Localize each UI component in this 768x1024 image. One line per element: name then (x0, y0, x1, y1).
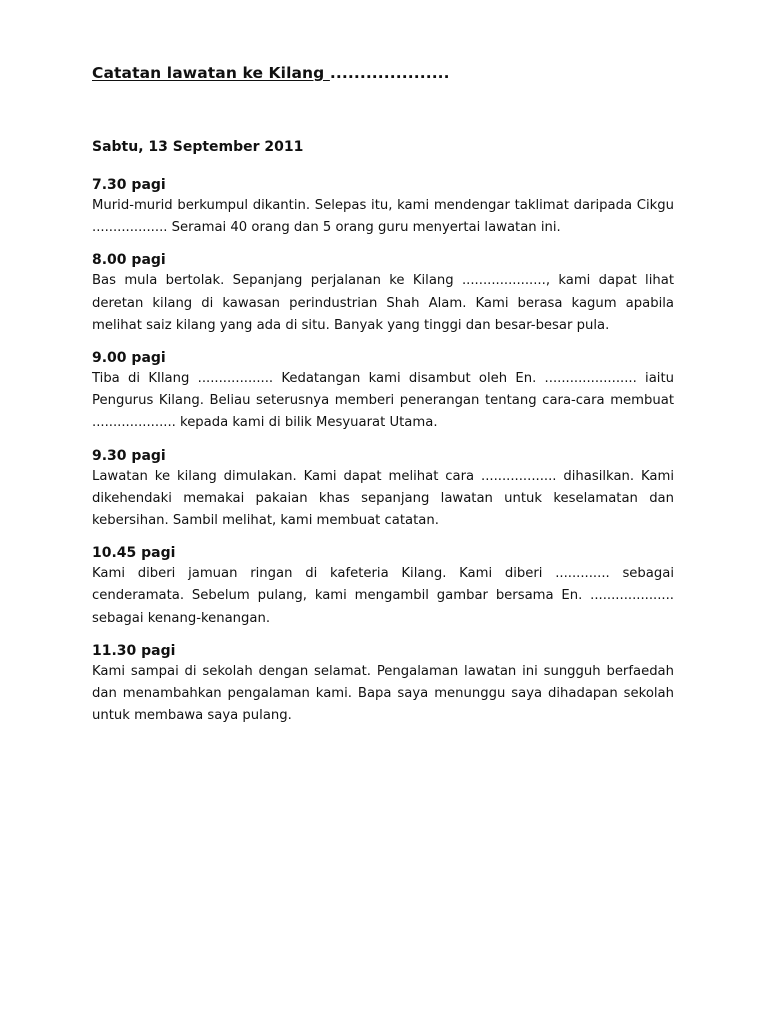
entry-text: Lawatan ke kilang dimulakan. Kami dapat melihat cara .................. dihasilkan. Kami dikehendaki memakai pakaian khas sepanjang lawatan untuk keselamatan dan kebersihan. Sambil melihat, kami membuat catatan. (92, 468, 674, 529)
entry-text: Kami diberi jamuan ringan di kafeteria Kilang. Kami diberi ............. sebagai cenderamata. Sebelum pulang, kami mengambil gambar bersama En. .................... sebagai kenang-kenangan. (92, 566, 674, 626)
entry-text: Kami sampai di sekolah dengan selamat. Pengalaman lawatan ini sungguh berfaedah dan menambahkan pengalaman kami. Bapa saya menunggu saya dihadapan sekolah untuk membawa saya pulang. (92, 663, 674, 724)
entry-text: Murid-murid berkumpul dikantin. Selepas itu, kami mendengar taklimat daripada Cikgu .................. Seramai 40 orang dan 5 orang guru menyertai lawatan ini. (92, 198, 674, 236)
entry-1130 (92, 641, 674, 728)
entry-text: Bas mula bertolak. Sepanjang perjalanan ke Kilang ...................., kami dapat lihat deretan kilang di kawasan perindustrian Shah Alam. Kami berasa kagum apabila melihat saiz kilang yang ada di situ. Banyak yang tinggi dan besar-besar pula. (92, 273, 674, 333)
entry-time: 11.30 pagi (92, 642, 176, 659)
entry-0730 (92, 175, 674, 239)
entry-time: 9.00 pagi (92, 350, 166, 367)
entry-0930 (92, 446, 674, 533)
entry-time: 9.30 pagi (92, 447, 166, 464)
entry-0900 (92, 348, 674, 435)
entry-list (92, 175, 674, 738)
entry-time: 10.45 pagi (92, 545, 176, 562)
title-main: Catatan lawatan ke Kilang (92, 64, 330, 82)
document-title (92, 64, 450, 82)
entry-time: 7.30 pagi (92, 177, 166, 193)
entry-text: Tiba di KIlang .................. Kedatangan kami disambut oleh En. ...................... iaitu Pengurus Kilang. Beliau seterusnya memberi penerangan tentang cara-cara membuat .................... kepada kami di bilik Mesyuarat Utama. (92, 371, 674, 431)
title-blank: .................... (329, 64, 450, 82)
entry-0800 (92, 250, 674, 337)
entry-time: 8.00 pagi (92, 252, 166, 269)
entry-1045 (92, 543, 674, 630)
document-date: Sabtu, 13 September 2011 (92, 139, 304, 155)
